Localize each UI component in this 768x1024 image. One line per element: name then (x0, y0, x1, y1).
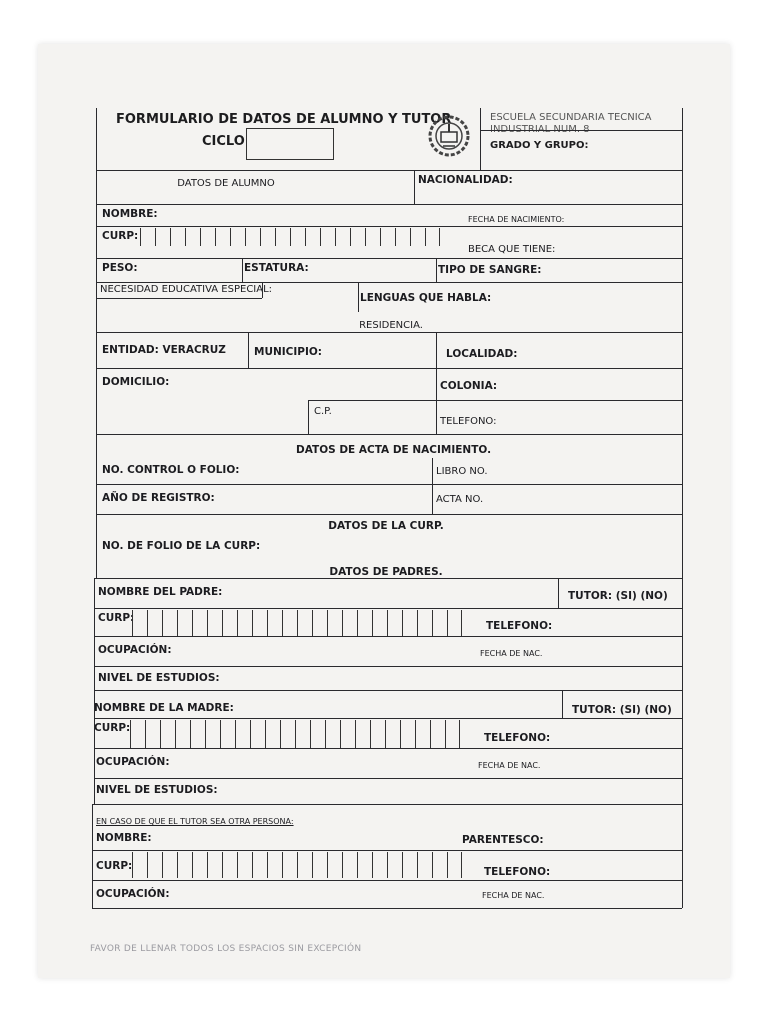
folio-curp-label: NO. DE FOLIO DE LA CURP: (102, 540, 261, 552)
section-otro-tutor: EN CASO DE QUE EL TUTOR SEA OTRA PERSONA: (96, 817, 294, 826)
telefono-padre-label: TELEFONO: (486, 620, 553, 632)
beca-label: BECA QUE TIENE: (468, 244, 556, 255)
parentesco-label: PARENTESCO: (462, 834, 544, 846)
section-padres: DATOS DE PADRES. (329, 566, 443, 578)
ocupacion-padre-label: OCUPACIÓN: (98, 644, 172, 656)
necesidad-label: NECESIDAD EDUCATIVA ESPECIAL: (100, 284, 273, 295)
fecha-nacimiento-label: FECHA DE NACIMIENTO: (468, 215, 565, 224)
tutor-padre-label: TUTOR: (SI) (NO) (568, 590, 668, 602)
ciclo-field[interactable] (246, 128, 334, 160)
grado-grupo-label: GRADO Y GRUPO: (490, 140, 589, 151)
form-title: FORMULARIO DE DATOS DE ALUMNO Y TUTOR (116, 112, 452, 127)
curp-cells[interactable] (140, 228, 440, 246)
nacionalidad-label: NACIONALIDAD: (418, 174, 513, 186)
entidad-label: ENTIDAD: VERACRUZ (102, 344, 226, 356)
otro-curp-cells[interactable] (132, 852, 462, 878)
curp-madre-cells[interactable] (130, 720, 460, 748)
curp-label: CURP: (102, 230, 139, 242)
acta-no-label: ACTA NO. (436, 494, 484, 505)
ciclo-label: CICLO (202, 134, 245, 149)
nombre-madre-label: NOMBRE DE LA MADRE: (94, 702, 234, 714)
peso-label: PESO: (102, 262, 138, 274)
ocupacion-madre-label: OCUPACIÓN: (96, 756, 170, 768)
section-residencia: RESIDENCIA. (359, 320, 423, 331)
municipio-label: MUNICIPIO: (254, 346, 323, 358)
tipo-sangre-label: TIPO DE SANGRE: (438, 264, 542, 276)
lenguas-label: LENGUAS QUE HABLA: (360, 292, 492, 304)
student-form (96, 108, 682, 908)
estatura-label: ESTATURA: (244, 262, 309, 274)
school-seal-icon (426, 110, 472, 166)
libro-label: LIBRO NO. (436, 466, 488, 477)
localidad-label: LOCALIDAD: (446, 348, 518, 360)
school-name: ESCUELA SECUNDARIA TECNICA INDUSTRIAL NUM. 8 (490, 112, 652, 135)
anio-registro-label: AÑO DE REGISTRO: (102, 492, 215, 504)
nombre-label: NOMBRE: (102, 208, 158, 220)
estudios-padre-label: NIVEL DE ESTUDIOS: (98, 672, 220, 684)
control-folio-label: NO. CONTROL O FOLIO: (102, 464, 240, 476)
otro-curp-label: CURP: (96, 860, 133, 872)
otro-fecha-nac-label: FECHA DE NAC. (482, 891, 545, 900)
section-curp: DATOS DE LA CURP. (328, 520, 444, 532)
cp-label: C.P. (314, 406, 332, 417)
footer-note: FAVOR DE LLENAR TODOS LOS ESPACIOS SIN EXCEPCIÓN (90, 944, 362, 954)
curp-padre-label: CURP: (98, 612, 135, 624)
estudios-madre-label: NIVEL DE ESTUDIOS: (96, 784, 218, 796)
fecha-nac-padre-label: FECHA DE NAC. (480, 649, 543, 658)
tutor-madre-label: TUTOR: (SI) (NO) (572, 704, 672, 716)
telefono-label: TELEFONO: (440, 416, 497, 427)
colonia-label: COLONIA: (440, 380, 498, 392)
telefono-madre-label: TELEFONO: (484, 732, 551, 744)
nombre-padre-label: NOMBRE DEL PADRE: (98, 586, 223, 598)
otro-telefono-label: TELEFONO: (484, 866, 551, 878)
otro-ocupacion-label: OCUPACIÓN: (96, 888, 170, 900)
section-acta: DATOS DE ACTA DE NACIMIENTO. (296, 444, 492, 456)
fecha-nac-madre-label: FECHA DE NAC. (478, 761, 541, 770)
curp-padre-cells[interactable] (132, 610, 462, 636)
section-datos-alumno: DATOS DE ALUMNO (177, 178, 275, 189)
domicilio-label: DOMICILIO: (102, 376, 170, 388)
otro-nombre-label: NOMBRE: (96, 832, 152, 844)
curp-madre-label: CURP: (94, 722, 131, 734)
